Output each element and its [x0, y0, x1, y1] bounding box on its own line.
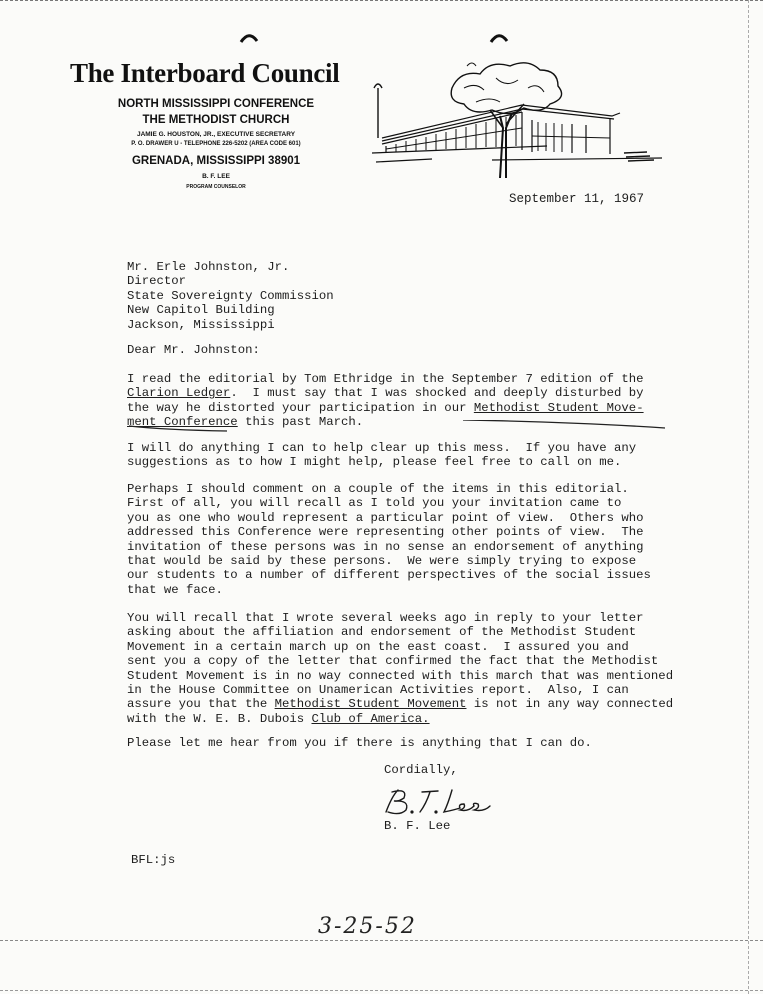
signature-image	[378, 786, 498, 820]
text-segment: assure you that the	[127, 697, 275, 712]
text-line	[127, 697, 673, 711]
text-line: asking about the affiliation and endorsement of the Methodist Student	[127, 625, 637, 640]
text-line	[127, 712, 673, 726]
organization-name: The Interboard Council	[70, 58, 340, 88]
scan-edge	[748, 0, 750, 994]
text-line: Student Movement is in no way connected with this march that was mentioned	[127, 668, 674, 683]
scan-edge	[0, 0, 763, 3]
reference-initials: BFL:js	[131, 853, 176, 867]
paragraph-2: I will do anything I can to help clear up this mess. If you have any suggestions as to how I might help, please feel free to call on me.	[127, 441, 637, 470]
paragraph-3: Perhaps I should comment on a couple of the items in this editorial. First of all, you will recall as I told you your invitation came to you as one who would represent a particular point of view. Others who addressed this Conference were representing other points of view. The invitation of these persons was in no sense an endorsement of anything that would be said by these persons. We were simply trying to expose our students to a number of different perspectives of the social issues that we face.	[127, 482, 651, 597]
recipient-line: Mr. Erle Johnston, Jr.	[127, 260, 290, 274]
text-line: sent you a copy of the letter that confirmed the fact that the Methodist	[127, 654, 659, 669]
contact-line: P. O. DRAWER U - TELEPHONE 226-5202 (AREA CODE 601)	[131, 141, 301, 147]
text-segment: . I must say that I was shocked and deeply disturbed by	[230, 386, 644, 401]
newspaper-name: Clarion Ledger	[127, 386, 231, 401]
conference-name: NORTH MISSISSIPPI CONFERENCE	[117, 98, 315, 110]
text-line: I read the editorial by Tom Ethridge in the September 7 edition of the	[127, 372, 644, 386]
document-number: 3-25-52	[318, 914, 417, 939]
scan-edge	[0, 990, 763, 992]
text-segment: this past March.	[237, 415, 364, 430]
text-segment: the way he distorted your participation in our	[127, 400, 474, 415]
counselor-title: PROGRAM COUNSELOR	[186, 184, 246, 190]
recipient-address	[127, 260, 334, 332]
signer-name: B. F. Lee	[384, 819, 451, 833]
recipient-line: Jackson, Mississippi	[127, 317, 275, 332]
underlined-text: ment Conference	[127, 415, 238, 430]
text-line	[127, 386, 644, 400]
church-building-illustration	[372, 58, 662, 183]
punch-mark-icon	[238, 30, 260, 44]
underlined-text: Club of America.	[311, 711, 430, 726]
city-line: GRENADA, MISSISSIPPI 38901	[131, 155, 301, 167]
text-line	[127, 401, 644, 415]
text-segment: with the W. E. B. Dubois	[127, 711, 312, 726]
text-line: Movement in a certain march up on the east coast. I assured you and	[127, 639, 629, 654]
paragraph-4	[127, 611, 673, 726]
salutation: Dear Mr. Johnston:	[127, 343, 260, 357]
punch-mark-icon	[488, 30, 510, 44]
recipient-line: New Capitol Building	[127, 303, 275, 318]
text-line: You will recall that I wrote several weeks ago in reply to your letter	[127, 611, 644, 625]
recipient-line: Director	[127, 274, 187, 289]
underlined-text: Methodist Student Movement	[274, 697, 467, 712]
scan-edge	[0, 940, 763, 942]
text-line: in the House Committee on Unamerican Activities report. Also, I can	[127, 683, 629, 698]
church-name: THE METHODIST CHURCH	[142, 114, 290, 126]
recipient-line: State Sovereignty Commission	[127, 288, 334, 303]
secretary-line: JAMIE G. HOUSTON, JR., EXECUTIVE SECRETARY	[136, 131, 296, 138]
text-segment: is not in any way connected	[466, 697, 674, 712]
letter-date: September 11, 1967	[509, 192, 645, 206]
paragraph-5: Please let me hear from you if there is anything that I can do.	[127, 736, 592, 750]
closing: Cordially,	[384, 763, 458, 777]
counselor-name: B. F. LEE	[202, 173, 230, 180]
underlined-text: Methodist Student Move-	[473, 400, 644, 415]
